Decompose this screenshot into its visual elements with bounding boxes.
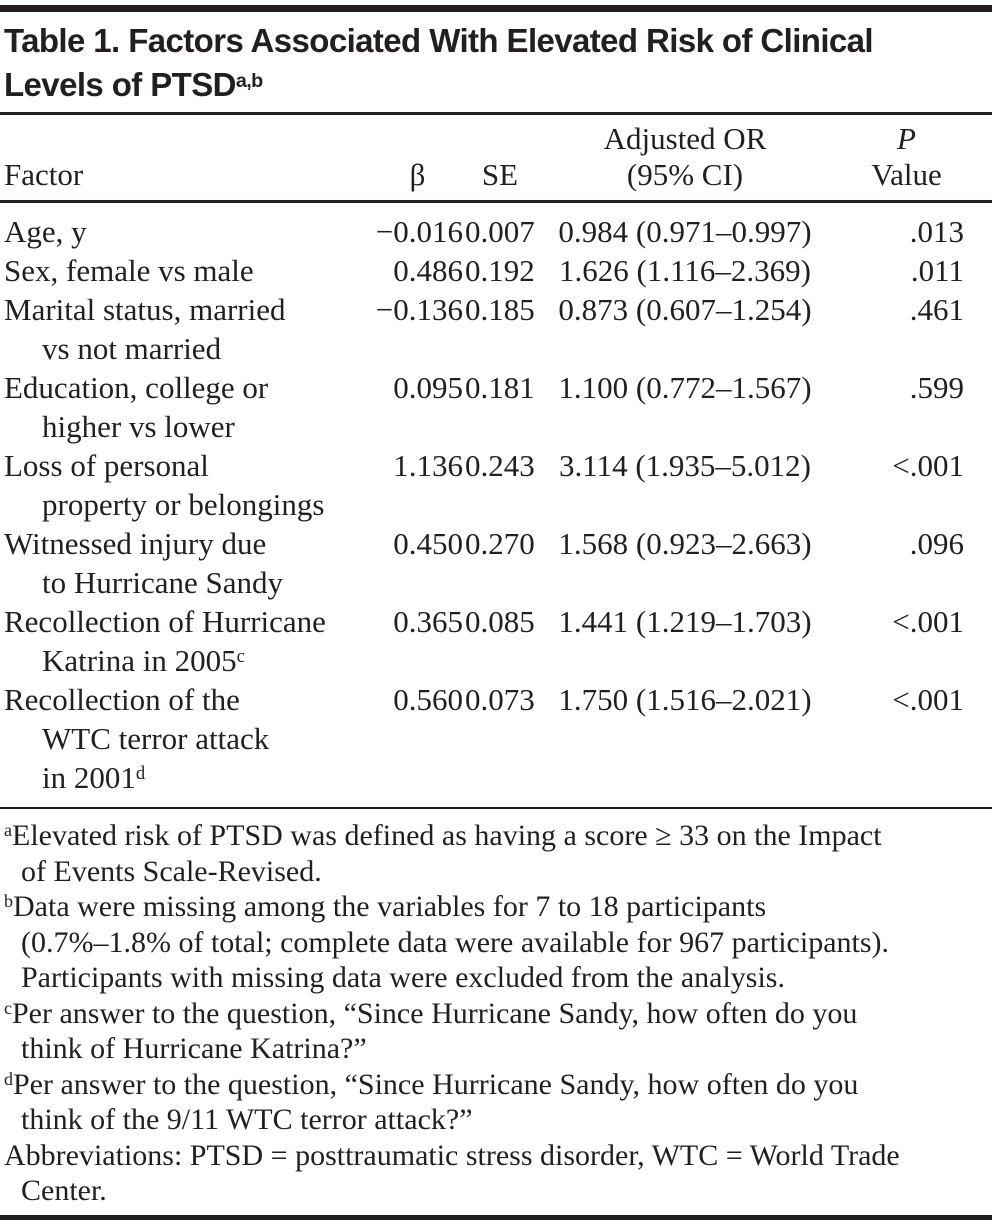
se-cell: 0.185 <box>465 292 535 327</box>
footnote-marker-d: d <box>4 1068 13 1089</box>
column-header-factor: Factor <box>4 157 84 192</box>
table-row-loss-of-property <box>4 446 988 524</box>
factor-cell: Education, college or higher vs lower <box>4 370 269 444</box>
p-cell: .011 <box>910 253 964 288</box>
footnote-b: $^b$Data were missing among the variables for 7 to 18 participants (0.7%–1.8% of total; complete data were available for 967 participants). Participants with missing data were excluded from the analysis. <box>4 890 890 994</box>
table-header-row <box>0 115 992 200</box>
table-row-education <box>4 368 988 446</box>
footnote-marker-c: c <box>4 997 12 1018</box>
p-cell: .599 <box>909 370 964 405</box>
factor-cell: Marital status, married vs not married <box>4 292 286 366</box>
table-row-age <box>4 212 988 251</box>
table-title-line-1: Table 1. Factors Associated With Elevated Risk of Clinical <box>4 22 873 59</box>
or-cell: 0.984 (0.971–0.997) <box>558 214 812 249</box>
table-row-marital-status <box>4 290 988 368</box>
column-header-beta: β <box>409 157 426 192</box>
beta-cell: 0.365 <box>393 604 463 639</box>
journal-table-figure <box>0 5 992 1207</box>
beta-cell: −0.136 <box>375 292 463 327</box>
p-cell: <.001 <box>892 448 964 483</box>
p-cell: .461 <box>909 292 964 327</box>
se-cell: 0.192 <box>465 253 535 288</box>
or-cell: 0.873 (0.607–1.254) <box>558 292 812 327</box>
se-cell: 0.181 <box>465 370 535 405</box>
beta-cell: −0.016 <box>375 214 463 249</box>
or-cell: 1.568 (0.923–2.663) <box>558 526 812 561</box>
se-cell: 0.073 <box>465 682 535 717</box>
beta-cell: 1.136 <box>393 448 463 483</box>
beta-cell: 0.450 <box>393 526 463 561</box>
or-cell: 3.114 (1.935–5.012) <box>559 448 811 483</box>
p-header-italic: P <box>897 121 916 156</box>
column-header-se: SE <box>481 157 519 192</box>
footnote-ref-c: c <box>236 646 245 668</box>
p-cell: .096 <box>909 526 964 561</box>
table-body <box>0 203 992 807</box>
p-cell: <.001 <box>892 604 964 639</box>
table-row-witnessed-injury <box>4 524 988 602</box>
footnote-a: $^a$Elevated risk of PTSD was defined as having a score ≥ 33 on the Impact of Events Scale-Revised. <box>4 819 882 888</box>
or-cell: 1.626 (1.116–2.369) <box>559 253 811 288</box>
footnote-marker-b: b <box>4 891 13 912</box>
table-title <box>4 19 988 107</box>
footnotes <box>0 809 992 1215</box>
se-cell: 0.085 <box>465 604 535 639</box>
se-cell: 0.007 <box>465 214 535 249</box>
table-title-line-2 <box>4 63 988 107</box>
column-header-adjusted-or: Adjusted OR (95% CI) <box>603 121 767 192</box>
or-cell: 1.441 (1.219–1.703) <box>558 604 812 639</box>
factor-cell: Witnessed injury due to Hurricane Sandy <box>4 526 284 600</box>
factor-cell: Loss of personal property or belongings <box>4 448 325 522</box>
or-cell: 1.100 (0.772–1.567) <box>558 370 812 405</box>
p-cell: .013 <box>909 214 964 249</box>
table-row-sex <box>4 251 988 290</box>
bottom-rule <box>0 1215 992 1220</box>
factor-cell: Recollection of the WTC terror attack in 2001$^d$ <box>4 682 270 795</box>
beta-cell: 0.560 <box>393 682 463 717</box>
footnote-d: $^d$Per answer to the question, “Since Hurricane Sandy, how often do you think of the 9/11 WTC terror attack?” <box>4 1067 859 1136</box>
factor-cell: Age, y <box>4 214 87 249</box>
or-cell: 1.750 (1.516–2.021) <box>558 682 812 717</box>
footnote-marker-a: a <box>4 820 12 841</box>
se-cell: 0.270 <box>465 526 535 561</box>
p-cell: <.001 <box>892 682 964 717</box>
beta-cell: 0.486 <box>393 253 463 288</box>
table-row-recollection-katrina <box>4 602 988 680</box>
se-cell: 0.243 <box>465 448 535 483</box>
beta-cell: 0.095 <box>393 370 463 405</box>
title-footnote-superscript: a,b <box>235 69 263 92</box>
table-title-line-2-text: Levels of PTSD <box>4 66 236 103</box>
factor-cell: Recollection of Hurricane Katrina in 2005$^c$ <box>4 604 326 678</box>
column-header-p-value: P Value <box>871 121 942 192</box>
footnote-c: $^c$Per answer to the question, “Since Hurricane Sandy, how often do you think of Hurricane Katrina?” <box>4 996 858 1065</box>
table-row-recollection-wtc <box>4 680 988 797</box>
footnote-abbreviations: Abbreviations: PTSD = posttraumatic stress disorder, WTC = World Trade Center. <box>4 1138 900 1207</box>
factor-cell: Sex, female vs male <box>4 253 254 288</box>
footnote-ref-d: d <box>135 763 146 785</box>
top-rule <box>0 5 992 12</box>
